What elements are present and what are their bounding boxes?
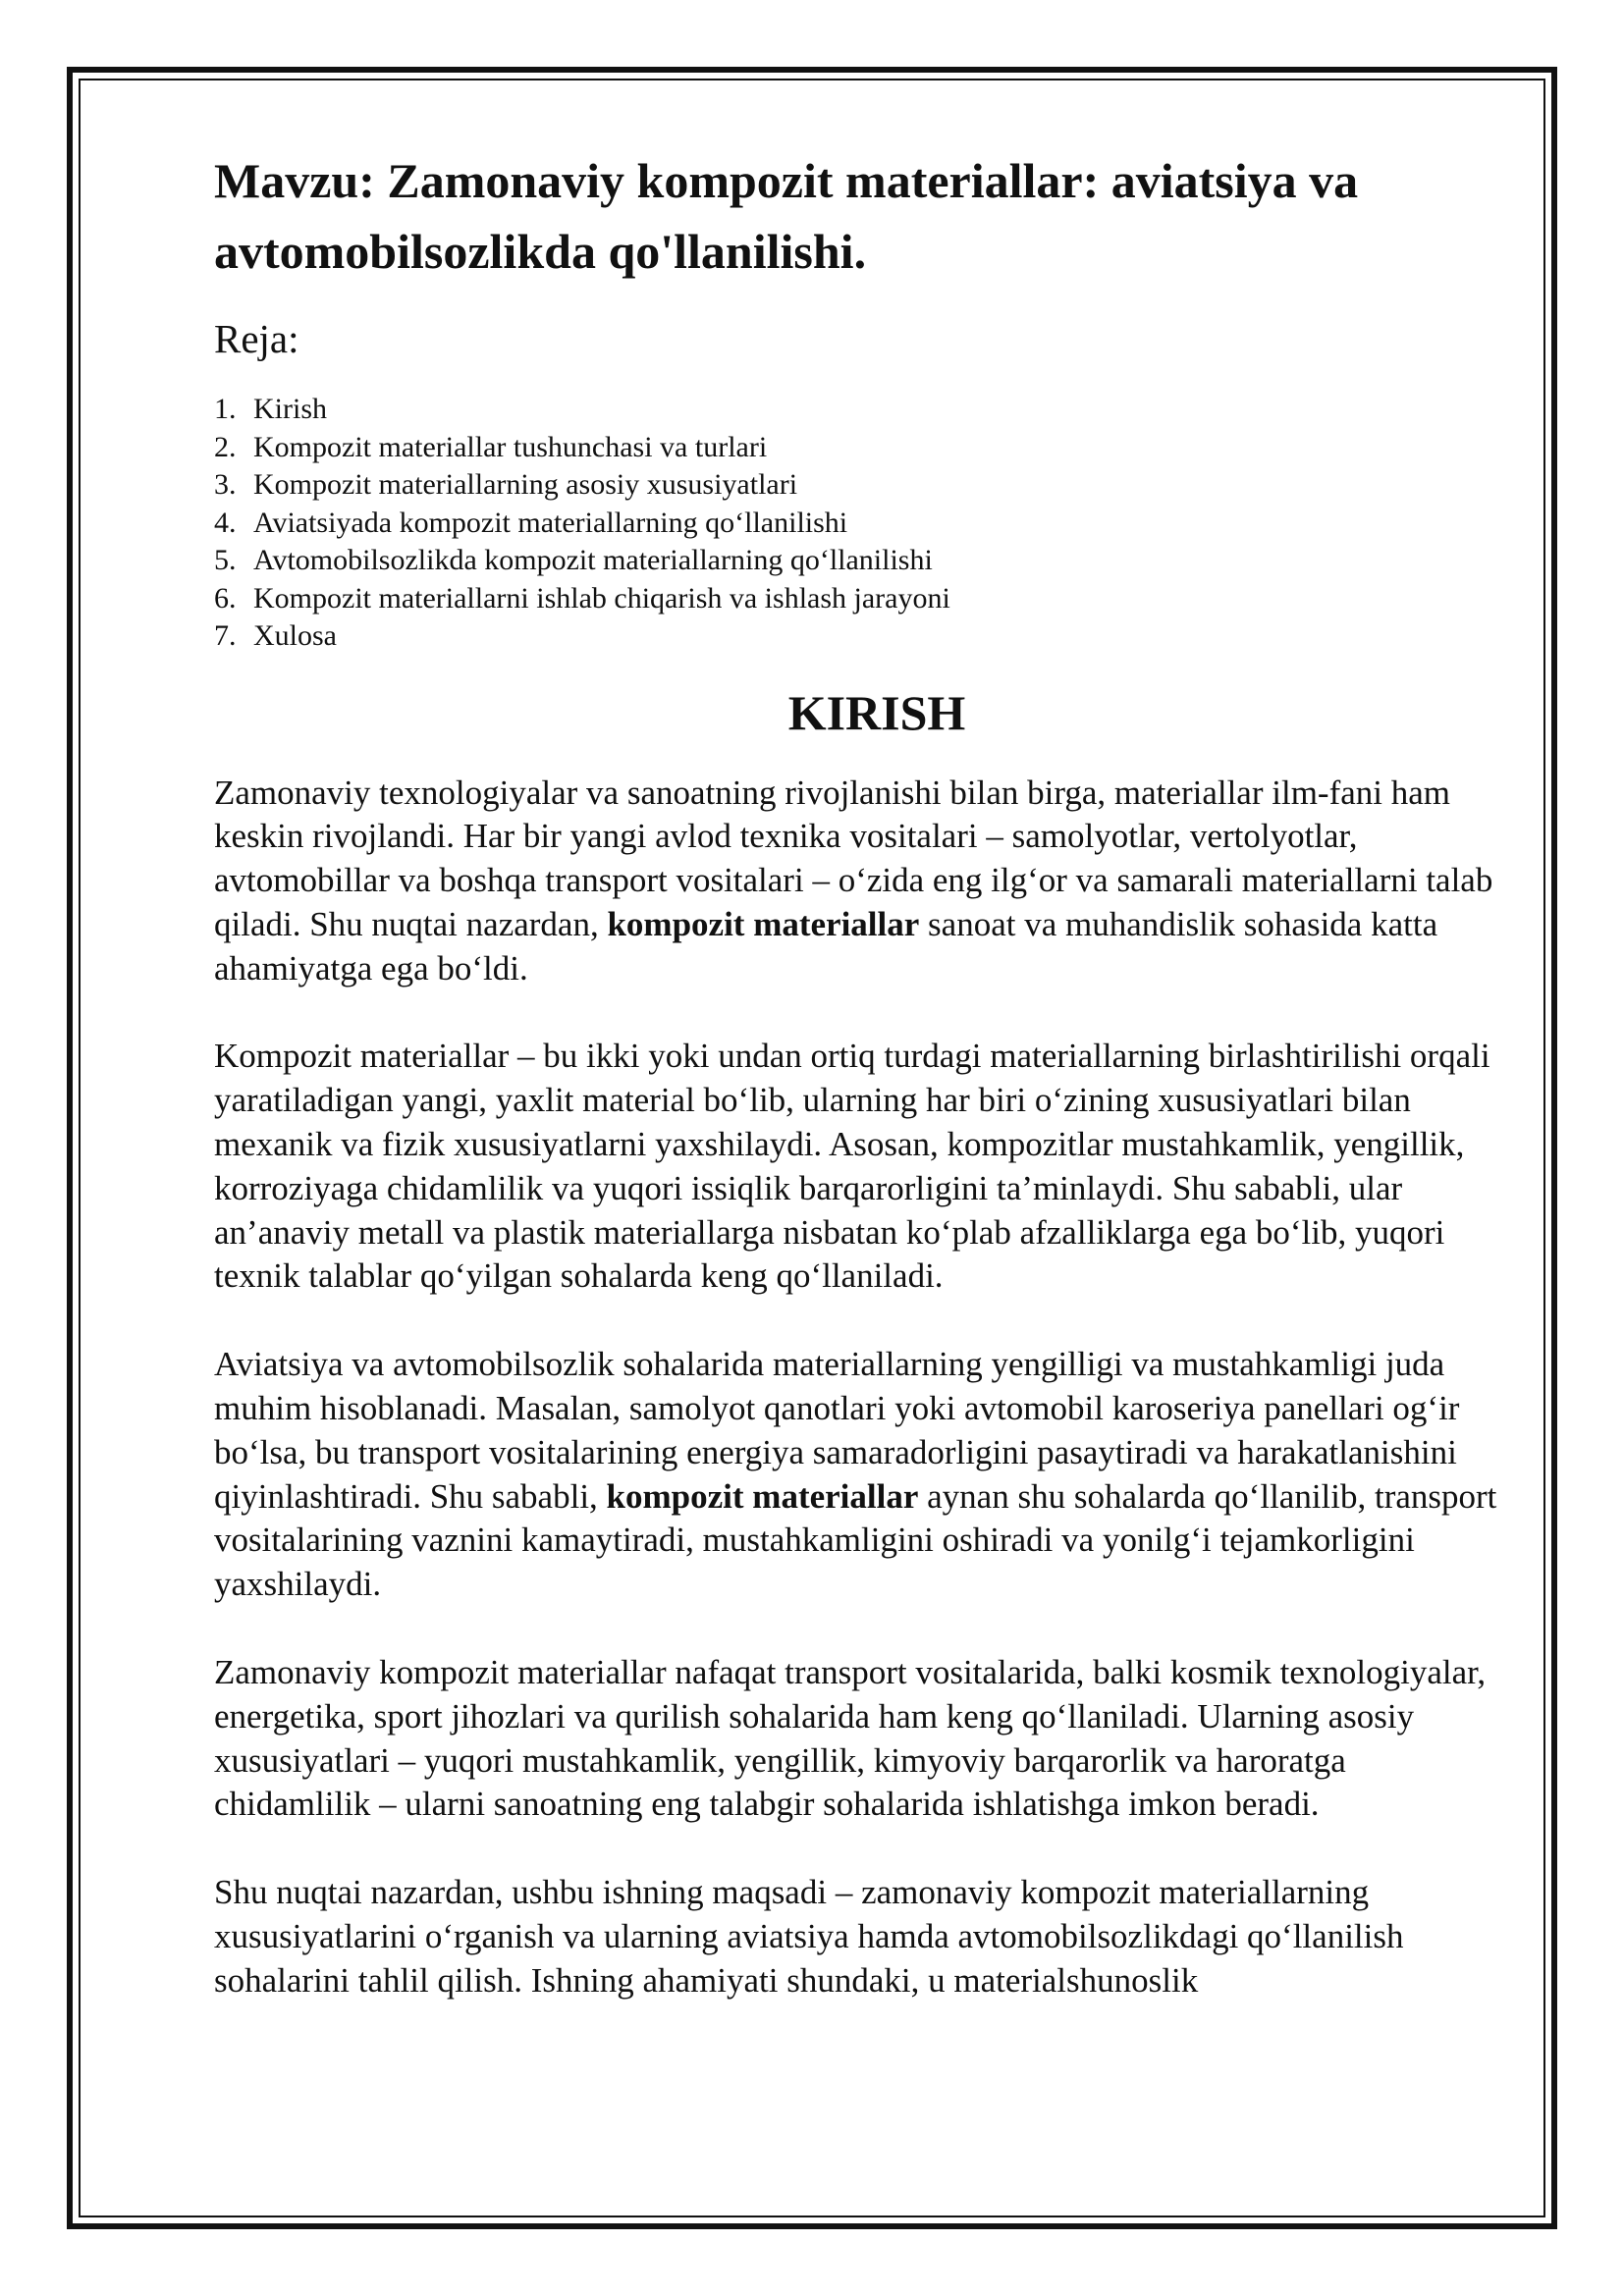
plan-item-text: Kompozit materiallar tushunchasi va turlari bbox=[253, 430, 768, 463]
plan-item-text: Kompozit materiallarni ishlab chiqarish va ishlash jarayoni bbox=[253, 581, 950, 614]
paragraph-1-text-end: sanoat va muhandislik sohasida katta ahamiyatga ega bo‘ldi. bbox=[214, 904, 1438, 988]
plan-item bbox=[214, 429, 1510, 467]
plan-item bbox=[214, 505, 1510, 543]
paragraph-1-text-start: Zamonaviy texnologiyalar va sanoatning rivojlanishi bilan birga, materiallar ilm-fani ham keskin rivojlandi. Har bir yangi avlod texnika vositalari – samolyotlar, vertolyotlar, avtomobillar va boshqa transport vositalari – o‘zida eng ilg‘or va samarali materiallarni talab qiladi. Shu nuqtai nazardan, bbox=[214, 773, 1493, 943]
plan-item bbox=[214, 542, 1510, 580]
paragraph-4: Zamonaviy kompozit materiallar nafaqat transport vositalarida, balki kosmik texnologiyalar, energetika, sport jihozlari va qurilish sohalarida ham keng qo‘llaniladi. Ularning asosiy xususiyatlari – yuqori mustahkamlik, yengillik, kimyoviy barqarorlik va haroratga chidamlilik – ularni sanoatning eng talabgir sohalarida ishlatishga imkon beradi. bbox=[214, 1653, 1487, 1824]
plan-item-text: Kirish bbox=[253, 393, 327, 425]
plan-item-number: 1. bbox=[214, 393, 237, 425]
plan-item-text: Avtomobilsozlikda kompozit materiallarning qo‘llanilishi bbox=[253, 544, 933, 576]
paragraph-5: Shu nuqtai nazardan, ushbu ishning maqsadi – zamonaviy kompozit materiallarning xususiyatlarini o‘rganish va ularning aviatsiya hamda avtomobilsozlikdagi qo‘llanilish sohalarini tahlil qilish. Ishning ahamiyati shundaki, u materialshunoslik bbox=[214, 1873, 1404, 2000]
paragraph-3-text-end: aynan shu sohalarda qo‘llanilib, transport vositalarining vaznini kamaytiradi, mustahkamligini oshiradi va yonilg‘i tejamkorligini yaxshilaydi. bbox=[214, 1476, 1497, 1604]
plan-item-number: 7. bbox=[214, 619, 237, 652]
paragraph-2: Kompozit materiallar – bu ikki yoki undan ortiq turdagi materiallarning birlashtirilishi orqali yaratiladigan yangi, yaxlit material bo‘lib, ularning har biri o‘zining xususiyatlari bilan mexanik va fizik xususiyatlarni yaxshilaydi. Asosan, kompozitlar mustahkamlik, yengillik, korroziyaga chidamlilik va yuqori issiqlik barqarorligini ta’minlaydi. Shu sababli, ular an’anaviy metall va plastik materiallarga nisbatan ko‘plab afzalliklarga ega bo‘lib, yuqori texnik talablar qo‘yilgan sohalarda keng qo‘llaniladi. bbox=[214, 1037, 1490, 1296]
plan-item-text: Aviatsiyada kompozit materiallarning qo‘llanilishi bbox=[253, 506, 848, 539]
plan-item bbox=[214, 617, 1510, 656]
paragraph-1-bold-term: kompozit materiallar bbox=[607, 904, 920, 943]
plan-item-number: 6. bbox=[214, 581, 237, 614]
plan-item-number: 3. bbox=[214, 468, 237, 501]
plan-item bbox=[214, 466, 1510, 505]
plan-list bbox=[214, 391, 1510, 656]
paragraph-3 bbox=[214, 1343, 1510, 1607]
plan-heading: Reja: bbox=[214, 316, 299, 361]
section-title-kirish: KIRISH bbox=[787, 684, 966, 740]
paragraph-3-bold-term: kompozit materiallar bbox=[606, 1476, 919, 1516]
plan-item-number: 2. bbox=[214, 430, 237, 463]
plan-item-text: Xulosa bbox=[253, 619, 337, 652]
plan-item-number: 4. bbox=[214, 506, 237, 539]
paragraph-1 bbox=[214, 772, 1510, 991]
plan-item-number: 5. bbox=[214, 544, 237, 576]
plan-item bbox=[214, 391, 1510, 429]
document-title: Mavzu: Zamonaviy kompozit materiallar: aviatsiya va avtomobilsozlikda qo'llanilishi. bbox=[214, 153, 1359, 279]
plan-item-text: Kompozit materiallarning asosiy xususiyatlari bbox=[253, 468, 798, 501]
document-body bbox=[214, 145, 1510, 2048]
plan-item bbox=[214, 580, 1510, 618]
paragraph-3-text-start: Aviatsiya va avtomobilsozlik sohalarida materiallarning yengilligi va mustahkamligi juda muhim hisoblanadi. Masalan, samolyot qanotlari yoki avtomobil karoseriya panellari og‘ir bo‘lsa, bu transport vositalarining energiya samaradorligini pasaytiradi va harakatlanishini qiyinlashtiradi. Shu sababli, bbox=[214, 1345, 1460, 1516]
